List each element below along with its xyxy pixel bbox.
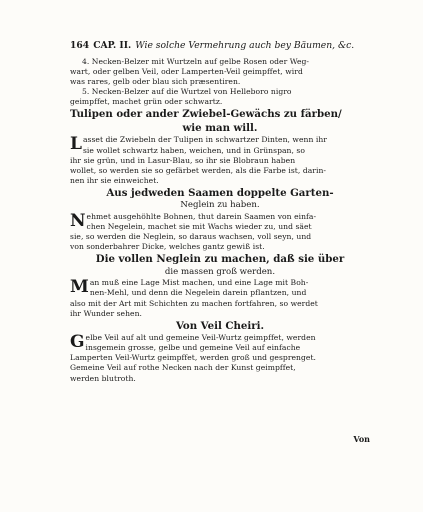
text-line: insgemein grosse, gelbe und gemeine Veil auf einfache [85,343,301,353]
text-line: 4. Necken-Belzer mit Wurtzeln auf gelbe Rosen oder Weg- [82,57,310,66]
section-heading: Von Veil Cheiri. [175,319,265,332]
text-line: was rares, gelb oder blau sich præsentiren. [70,77,241,87]
text-line: ihr Wunder sehen. [70,308,142,318]
section-heading: Die vollen Neglein zu machen, daß sie über [95,253,345,266]
text-line: sie wollet schwartz haben, weichen, und in Grünspan, so [82,145,305,155]
text-line: nen ihr sie einweichet. [70,175,159,185]
text-line: ihr sie grün, und in Lasur-Blau, so ihr sie Blobraun haben [70,155,296,165]
text-line: von sonderbahrer Dicke, welches gantz gewiß ist. [70,242,265,252]
catchword: Von [353,434,370,444]
section-heading-cont: wie man will. [182,121,258,134]
section-body [70,135,370,185]
page-text [70,40,370,384]
text-line: chen Negelein, machet sie mit Wachs wieder zu, und säet [86,222,312,232]
item-4 [70,57,370,87]
text-line: Lamperten Veil-Wurtz geimpffet, werden groß und gesprenget. [70,353,317,363]
section-veil-cheiri [70,321,370,384]
section-body [70,333,370,383]
text-line: nen-Mehl, und denn die Negelein darein pflantzen, und [89,288,307,298]
text-line: wollet, so werden sie so gefärbet werden, als die Farbe ist, darin- [70,165,327,175]
section-heading: Aus jedweden Saamen doppelte Garten- [106,186,334,199]
drop-cap: N [70,210,86,231]
section-subheading: Neglein zu haben. [180,200,260,211]
running-header [70,40,370,51]
text-line: werden blutroth. [70,373,136,383]
section-double-carnations [70,188,370,252]
section-subheading: die massen groß werden. [164,266,276,277]
text-line: also mit der Art mit Schichten zu machen fortfahren, so werdet [70,298,318,308]
text-line: sie, so werden die Neglein, so daraus wachsen, voll seyn, und [70,232,312,242]
text-line: ehmet ausgehöhlte Bohnen, thut darein Saamen von einfa- [86,211,317,221]
drop-cap: M [70,277,89,298]
page-number: 164 [70,40,90,51]
text-line: an muß eine Lage Mist machen, und eine Lage mit Boh- [89,278,309,288]
section-tulips [70,109,370,185]
text-line: elbe Veil auf alt und gemeine Veil-Wurtz geimpffet, werden [85,333,316,343]
item-5 [70,87,370,107]
text-line: 5. Necken-Belzer auf die Wurtzel von Helleboro nigro [82,87,292,97]
section-body [70,278,370,318]
chapter-label: CAP. II. [93,40,132,51]
drop-cap: L [70,134,82,155]
section-body [70,212,370,252]
text-line: wart, oder gelben Veil, oder Lamperten-Veil geimpffet, wird [70,67,303,77]
drop-cap: G [70,332,85,353]
section-heading: Tulipen oder ander Zwiebel-Gewächs zu färben/ [70,108,342,121]
section-large-carnations [70,254,370,318]
text-line: geimpffet, machet grün oder schwartz. [70,97,223,107]
text-line: asset die Zwiebeln der Tulipen in schwartzer Dinten, wenn ihr [82,135,327,145]
running-title: Wie solche Vermehrung auch bey Bäumen, &c. [135,40,355,51]
text-line: Gemeine Veil auf rothe Necken nach der Kunst geimpffet, [70,363,296,373]
